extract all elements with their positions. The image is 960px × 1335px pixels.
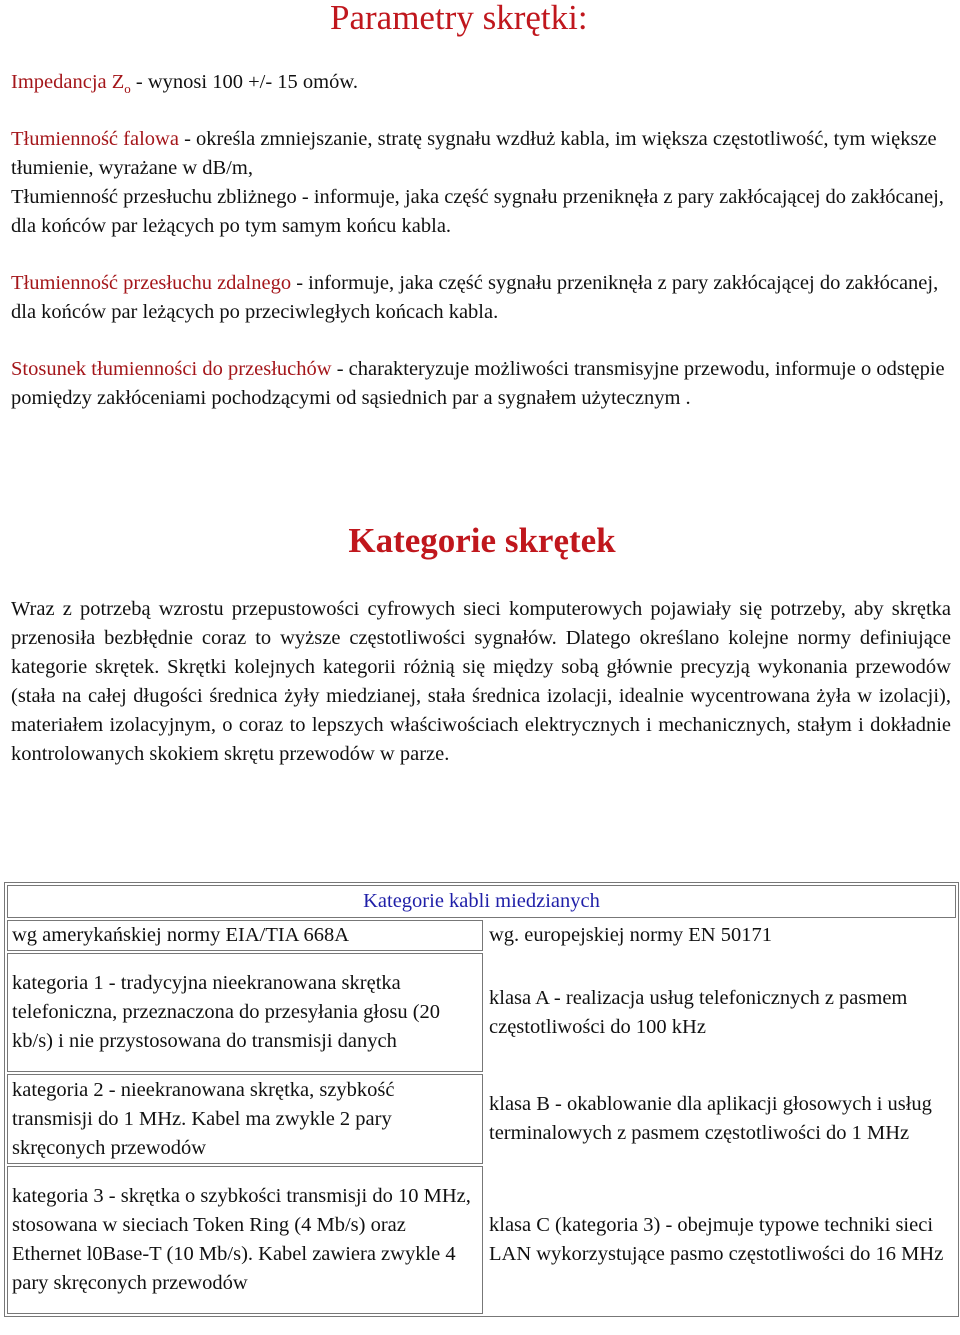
fext-paragraph (11, 269, 951, 327)
impedance-label: Impedancja Z (11, 71, 125, 93)
table-row (7, 1074, 956, 1164)
page-title: Parametry skrętki: (330, 0, 588, 37)
cable-categories-table (4, 882, 959, 1317)
us-category-1: kategoria 1 - tradycyjna nieekranowana skrętka telefoniczna, przeznaczona do przesyłania głosu (20 kb/s) i nie przystosowana do transmisji danych (7, 953, 483, 1072)
eu-class-a: klasa A - realizacja usług telefonicznych z pasmem częstotliwości do 100 kHz (489, 986, 908, 1038)
acr-text: - charakteryzuje możliwości transmisyjne przewodu, informuje o odstępie pomiędzy zakłóceniami pochodzącymi od sąsiednich par a sygnałem użytecznym . (11, 358, 945, 409)
next-text: Tłumienność przesłuchu zbliżnego - informuje, jaka część sygnału przeniknęła z pary zakłócającej do zakłócanej, dla końców par leżących po tym samym końcu kabla. (11, 186, 944, 237)
table-row (7, 953, 956, 1072)
attenuation-label: Tłumienność falowa (11, 128, 179, 150)
acr-label: Stosunek tłumienności do przesłuchów (11, 358, 332, 380)
us-category-2: kategoria 2 - nieekranowana skrętka, szybkość transmisji do 1 MHz. Kabel ma zwykle 2 pary skręconych przewodów (7, 1074, 483, 1164)
eu-class-b: klasa B - okablowanie dla aplikacji głosowych i usług terminalowych z pasmem częstotliwości do 1 MHz (489, 1093, 932, 1144)
header-eu-standard: wg. europejskiej normy EN 50171 (489, 924, 772, 946)
table-row (7, 1166, 956, 1314)
attenuation-paragraph (11, 125, 951, 241)
impedance-paragraph (11, 68, 951, 103)
table-header-row (7, 920, 956, 951)
fext-label: Tłumienność przesłuchu zdalnego (11, 272, 292, 294)
table-caption-row (7, 885, 956, 918)
header-us-standard: wg amerykańskiej normy EIA/TIA 668A (7, 920, 483, 951)
categories-heading: Kategorie skrętek (348, 521, 616, 560)
impedance-text: - wynosi 100 +/- 15 omów. (130, 71, 358, 93)
categories-intro: Wraz z potrzebą wzrostu przepustowości cyfrowych sieci komputerowych pojawiały się potrzeby, aby skrętka przenosiła bezbłędnie coraz to wyższe częstotliwości sygnałów. Dlatego określano kolejne normy definiujące kategorie skrętek. Skrętki kolejnych kategorii różnią się między sobą głównie precyzją wykonania przewodów (stała na całej długości średnica żyły miedzianej, stała średnica izolacji, idealnie wycentrowana żyła w izolacji), materiałem izolacyjnym, o coraz to lepszych właściwościach elektrycznych i mechanicznych, stałym i dokładnie kontrolowanych skokiem skrętu przewodów w parze. (11, 598, 951, 765)
us-category-3: kategoria 3 - skrętka o szybkości transmisji do 10 MHz, stosowana w sieciach Token Ring (4 Mb/s) oraz Ethernet l0Base-T (10 Mb/s). Kabel zawiera zwykle 4 pary skręconych przewodów (7, 1166, 483, 1314)
table-caption: Kategorie kabli miedzianych (7, 885, 956, 918)
attenuation-text: - określa zmniejszanie, stratę sygnału wzdłuż kabla, im większa częstotliwość, tym większe tłumienie, wyrażane w dB/m, (11, 128, 937, 179)
impedance-subscript: o (124, 81, 131, 97)
fext-text: - informuje, jaka część sygnału przeniknęła z pary zakłócającej do zakłócanej, dla końców par leżących po przeciwległych końcach kabla. (11, 272, 939, 323)
acr-paragraph (11, 355, 951, 413)
eu-class-c: klasa C (kategoria 3) - obejmuje typowe techniki sieci LAN wykorzystujące pasmo częstotliwości do 16 MHz (489, 1214, 944, 1265)
